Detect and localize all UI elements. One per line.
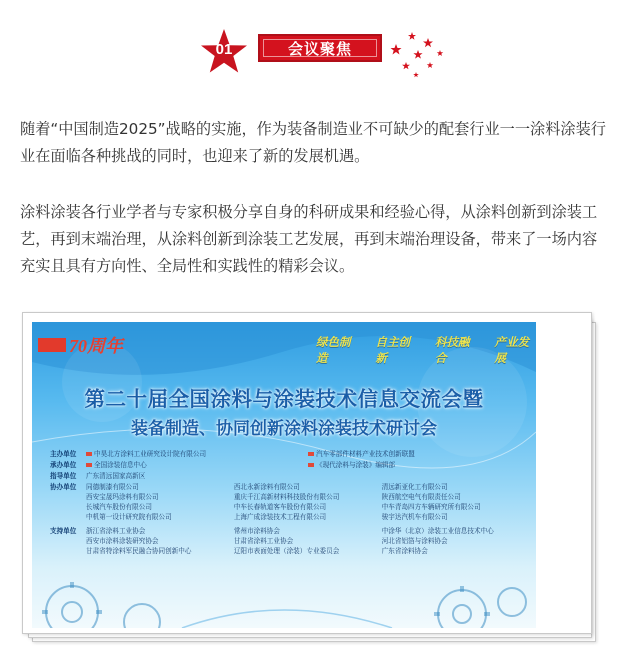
- slogan: 绿色制造: [316, 335, 351, 365]
- organizer-item: 西北永新涂料有限公司: [233, 483, 300, 491]
- organizer-item: 西安宝晟玛涂料有限公司: [86, 493, 159, 501]
- organizer-item: 《现代涂料与涂装》编辑部: [308, 459, 530, 469]
- organizer-item: 广东省涂料协会: [381, 547, 428, 555]
- gear-decoration-icon: [32, 552, 536, 628]
- section-title-box: [258, 34, 382, 62]
- slogan: 自主创新: [375, 335, 410, 365]
- slogan: 产业发展: [494, 335, 529, 365]
- organizer-item: 骏宇达汽机车有限公司: [381, 513, 448, 521]
- organizer-item: 中涂华（北京）涂装工业信息技术中心: [381, 527, 494, 535]
- organizer-item: 甘肃省涂料工业协会: [233, 537, 294, 545]
- organizer-label: 承办单位: [50, 461, 77, 469]
- anniversary-logo: [38, 332, 123, 358]
- intro-paragraph-2: 涂料涂装各行业学者与专家积极分享自身的科研成果和经验心得，从涂料创新到涂装工艺，再到末端治理，从涂料创新到涂装工艺发展，再到末端治理设备，带来了一场内容充实且具有方向性、全局性和实践性的精彩会议。: [20, 203, 598, 275]
- organizer-item: 重庆千江高新材料科技股份有限公司: [233, 493, 340, 501]
- poster-title: 第二十届全国涂料与涂装技术信息交流会暨: [84, 387, 484, 411]
- organizer-item: 同德制漆有限公司: [86, 483, 139, 491]
- organizer-row: [50, 448, 530, 458]
- slogan: 科技融合: [435, 335, 470, 365]
- organizer-label: 指导单位: [50, 472, 77, 480]
- section-title: 会议聚焦: [287, 39, 352, 58]
- organizer-label: 主办单位: [50, 450, 77, 458]
- organizer-item: 常州市涂料协会: [233, 527, 280, 535]
- organizer-item: 甘肃省特涂料军民融合协同创新中心: [86, 547, 192, 555]
- logo-emblem: [38, 338, 66, 352]
- conference-poster: [32, 322, 536, 628]
- logo-text: 70周年: [69, 336, 123, 356]
- slogan-row: [316, 334, 536, 366]
- organizer-item: 全国涂装信息中心: [86, 459, 308, 469]
- organizer-list: [50, 448, 530, 556]
- organizer-label: 支持单位: [50, 527, 77, 535]
- poster-subtitle: 装备制造、协同创新涂料涂装技术研讨会: [131, 419, 437, 439]
- section-header: [0, 0, 630, 100]
- organizer-item: 清远新亚化工有限公司: [381, 483, 448, 491]
- organizer-item: 辽阳市表面处理（涂装）专业委员会: [233, 547, 340, 555]
- organizer-item: 浙江省涂料工业协会: [86, 527, 146, 535]
- organizer-row: [50, 459, 530, 469]
- organizer-row: [50, 525, 530, 555]
- organizer-item: 中车青岛四方车辆研究所有限公司: [381, 503, 481, 511]
- organizer-item: 上海广成涂装技术工程有限公司: [233, 513, 327, 521]
- organizer-item: 中车长春轨道客车股份有限公司: [233, 503, 327, 511]
- organizer-item: 陕西航空电气有限责任公司: [381, 493, 461, 501]
- organizer-item: 长城汽车股份有限公司: [86, 503, 152, 511]
- organizer-item: 汽车零部件材料产业技术创新联盟: [308, 448, 530, 458]
- organizer-row: [50, 481, 530, 521]
- organizer-item: 河北省铝箔与涂料协会: [381, 537, 448, 545]
- sparkle-stars-icon: [388, 30, 448, 80]
- organizer-item: 中机第一设计研究院有限公司: [86, 513, 172, 521]
- intro-paragraph-1: 随着“中国制造2025”战略的实施，作为装备制造业不可缺少的配套行业一一涂料涂装行业在面临各种挑战的同时，也迎来了新的发展机遇。: [20, 120, 606, 165]
- organizer-label: 协办单位: [50, 483, 77, 491]
- organizer-item: 广东清远国家高新区: [86, 472, 146, 480]
- organizer-item: 西安市涂料涂装研究协会: [86, 537, 159, 545]
- organizer-row: [50, 470, 530, 480]
- section-number: 01: [215, 41, 233, 58]
- organizer-item: 中昊北方涂料工业研究设计院有限公司: [86, 448, 308, 458]
